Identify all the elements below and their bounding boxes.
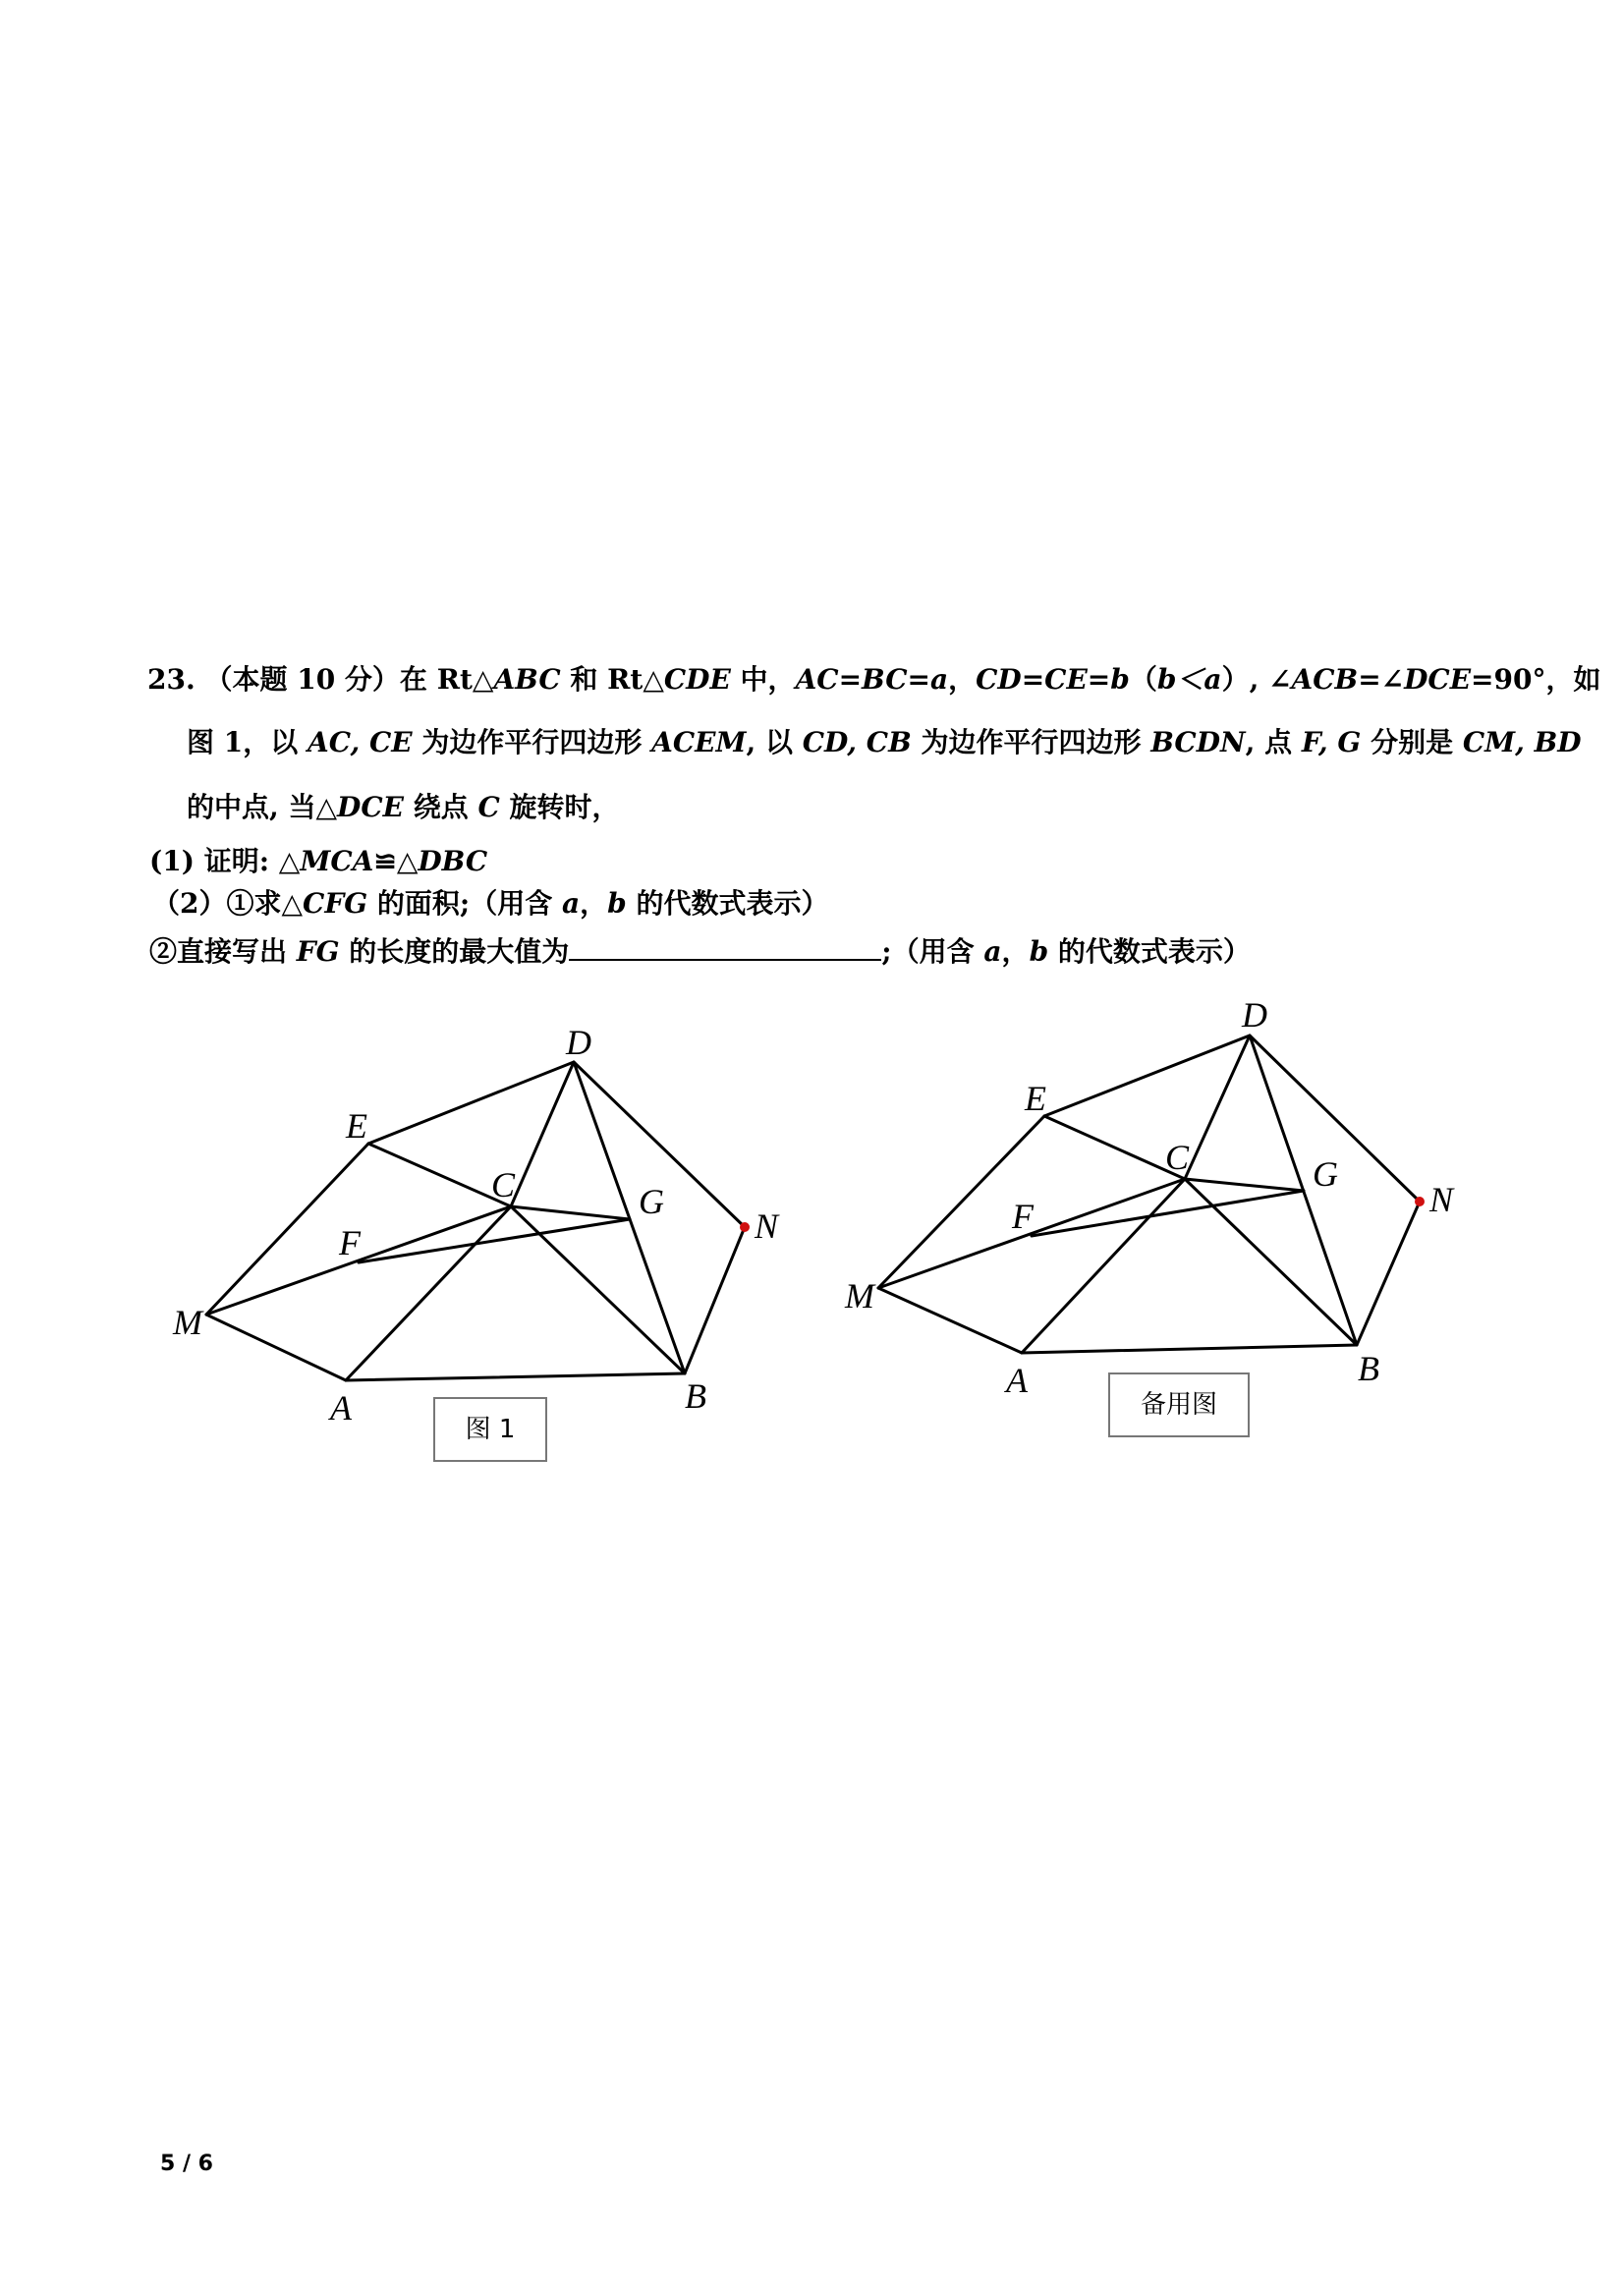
math: AC, CE xyxy=(307,726,413,758)
label-A: A xyxy=(330,1388,352,1428)
segment-NB xyxy=(1357,1202,1420,1345)
label-N: N xyxy=(1429,1180,1454,1219)
math: C xyxy=(477,791,500,823)
label-G: G xyxy=(1313,1154,1338,1194)
segment-MA xyxy=(206,1315,346,1380)
math: ACEM xyxy=(651,726,747,758)
text: ）, xyxy=(1221,663,1269,696)
math: CDE xyxy=(663,663,731,696)
math: AC=BC=a xyxy=(795,663,949,696)
segment-AB xyxy=(346,1373,685,1380)
math: DCE xyxy=(337,791,404,823)
segment-EC xyxy=(368,1144,511,1206)
segment-CB xyxy=(511,1206,685,1373)
label-E: E xyxy=(1025,1079,1046,1118)
text: 图 1，以 xyxy=(187,726,308,758)
text: Rt△ xyxy=(436,663,494,696)
math: ∠ACB=∠DCE xyxy=(1268,663,1472,696)
segment-CG xyxy=(1185,1179,1304,1191)
text: =90°，如 xyxy=(1471,663,1601,696)
text: 为边作平行四边形 xyxy=(911,726,1151,758)
text: 的代数式表示） xyxy=(1048,935,1251,968)
math: a xyxy=(983,935,1002,968)
text: Rt△ xyxy=(607,663,664,696)
label-G: G xyxy=(639,1182,664,1221)
segment-EC xyxy=(1044,1116,1185,1179)
figure-2 xyxy=(878,1036,1425,1353)
math: MCA xyxy=(300,845,374,877)
figure-1-caption: 图 1 xyxy=(433,1397,547,1462)
math: b xyxy=(1029,935,1049,968)
text: 的长度的最大值为 xyxy=(339,935,570,968)
label-M: M xyxy=(173,1303,202,1342)
text: 的中点, 当△ xyxy=(187,791,338,823)
math: CD, CB xyxy=(802,726,912,758)
math: a xyxy=(561,887,581,920)
label-D: D xyxy=(1242,995,1267,1035)
figure-2-labels xyxy=(844,995,1455,1400)
question-number: 23. xyxy=(147,663,196,696)
segment-CG xyxy=(511,1206,630,1219)
segment-AB xyxy=(1022,1345,1357,1353)
text: ， xyxy=(580,887,608,920)
text: （2）①求△ xyxy=(152,887,304,920)
text: (1) 证明: △ xyxy=(149,845,301,877)
segment-MA xyxy=(878,1288,1022,1353)
text: , 点 xyxy=(1245,726,1302,758)
math: F, G xyxy=(1301,726,1362,758)
label-M: M xyxy=(845,1276,874,1316)
label-B: B xyxy=(685,1376,706,1416)
segment-NB xyxy=(685,1227,745,1373)
text: （ xyxy=(1129,663,1157,696)
figure-2-caption: 备用图 xyxy=(1108,1372,1250,1437)
math: BCDN xyxy=(1150,726,1246,758)
text: （本题 10 分）在 xyxy=(204,663,437,696)
text: 绕点 xyxy=(403,791,478,823)
segment-AC xyxy=(1022,1179,1185,1353)
math: DBC xyxy=(418,845,488,877)
point-N-dot xyxy=(740,1222,750,1232)
text: 旋转时， xyxy=(499,791,620,823)
label-F: F xyxy=(1012,1197,1034,1236)
text: 中， xyxy=(730,663,796,696)
math: CD=CE=b xyxy=(976,663,1130,696)
text: ②直接写出 xyxy=(149,935,297,968)
point-N-dot xyxy=(1415,1197,1425,1206)
math: CFG xyxy=(303,887,368,920)
text: ≌△ xyxy=(373,845,419,877)
text: ;（用含 xyxy=(881,935,984,968)
text: ， xyxy=(1001,935,1030,968)
math: CM, BD xyxy=(1462,726,1582,758)
text: 的代数式表示） xyxy=(626,887,829,920)
figure-1 xyxy=(206,1062,750,1380)
math: b xyxy=(607,887,627,920)
math: FG xyxy=(296,935,340,968)
label-C: C xyxy=(491,1165,516,1204)
text: 的面积;（用含 xyxy=(367,887,562,920)
label-A: A xyxy=(1006,1361,1028,1400)
text: 和 xyxy=(560,663,608,696)
text: , 以 xyxy=(746,726,803,758)
label-F: F xyxy=(339,1223,361,1262)
math: ABC xyxy=(493,663,561,696)
label-B: B xyxy=(1358,1349,1379,1388)
segment-CB xyxy=(1185,1179,1357,1345)
text: 为边作平行四边形 xyxy=(412,726,652,758)
segment-AC xyxy=(346,1206,511,1380)
label-N: N xyxy=(755,1206,779,1246)
label-E: E xyxy=(346,1106,367,1146)
page-number: 5 / 6 xyxy=(160,2152,213,2176)
math: b＜a xyxy=(1156,663,1222,696)
label-C: C xyxy=(1165,1138,1190,1177)
text: 分别是 xyxy=(1361,726,1463,758)
text: ， xyxy=(948,663,977,696)
label-D: D xyxy=(566,1023,591,1062)
